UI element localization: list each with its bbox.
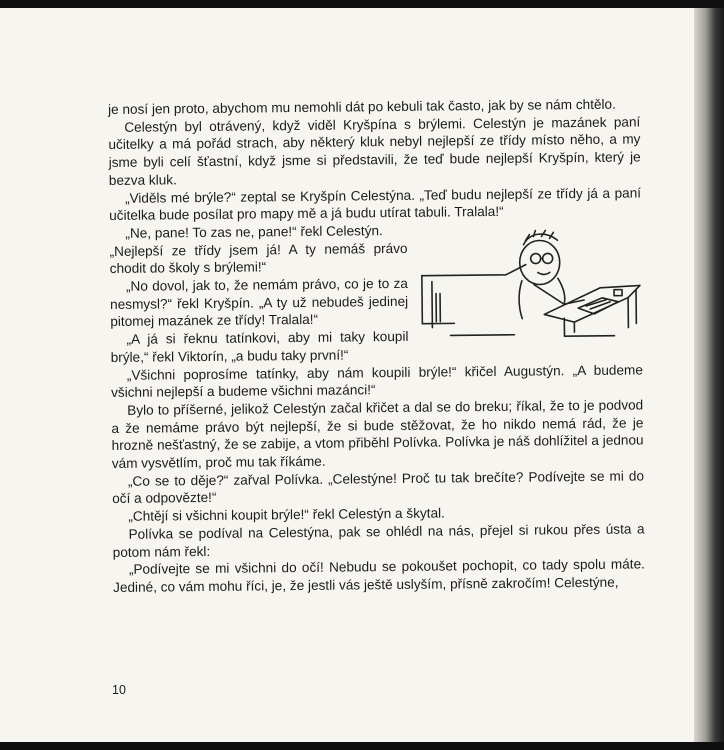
body-text: [108, 95, 645, 596]
paragraph: je nosí jen proto, abychom mu nemohli dát po kebuli tak často, jak by se nám chtělo.: [108, 96, 616, 117]
paragraph: Celestýn byl otrávený, když viděl Kryšpína s brýlemi. Celestýn je mazánek paní učitelky a má pořád strach, aby některý kluk nebyl nejlepší ze třídy místo něho, a my jsme byli celí šťastní, když jsme si představili, že teď bude nejlepší Kryšpín, který je bezva kluk.: [108, 114, 641, 188]
paragraph: Polívka se podíval na Celestýna, pak se ohlédl na nás, přejel si rukou přes ústa a potom nám řekl:: [112, 521, 645, 560]
paragraph: „Všichni poprosíme tatínky, aby nám koupili brýle!“ křičel Augustýn. „A budeme všichni nejlepší a budeme všichni mazánci!“: [110, 361, 643, 401]
book-gutter: [694, 8, 724, 742]
paragraph: „Podívejte se mi všichni do očí! Nebudu se pokoušet pochopit, co tady spolu máte. Jediné, co vám mohu říci, je, že jestli vás ještě uslyším, přísně zakročím! Celestýne,: [113, 556, 645, 595]
paragraph: „Viděls mé brýle?“ zeptal se Kryšpín Celestýna. „Teď budu nejlepší ze třídy já a paní učitelka bude posílat pro mapy mě a já budu utírat tabuli. Tralala!“: [109, 184, 642, 224]
paragraph: „Co se to děje?“ zařval Polívka. „Celestýne! Proč tu tak brečíte? Podívejte se mi do očí a odpovězte!“: [112, 468, 645, 507]
paragraph: „Nejlepší ze třídy jsem já! A ty nemáš právo chodit do školy s brýlemi!“: [109, 240, 408, 277]
bottom-scan-edge: [0, 742, 724, 750]
paragraph: Bylo to příšerné, jelikož Celestýn začal křičet a dal se do breku; říkal, že to je podvod a že nemáme právo být nejlepší, že si bude stěžovat, že ho nikdo nemá rád, že je hrozně nešťastný, že se zabije, a vtom přiběhl Polívka. Polívka je náš dohlížitel a jednou vám vysvětlím, proč mu tak říkáme.: [111, 397, 644, 472]
paragraph: „A já si řeknu tatínkovi, aby mi taky koupil brýle,“ řekl Viktorín, „a budu taky první!“: [110, 329, 409, 365]
paragraph: „Ne, pane! To zas ne, pane!“ řekl Celestýn.: [125, 223, 383, 241]
page-number: 10: [112, 683, 126, 697]
illustration-boy-at-desk: [413, 221, 646, 341]
top-scan-edge: [0, 0, 724, 8]
paragraph: „No dovol, jak to, že nemám právo, co je to za nesmysl?“ řekl Kryšpín. „A ty už nebudeš jedinej pitomej mazánek ze třídy! Tralala!“: [110, 275, 409, 330]
paragraph: „Chtějí si všichni koupit brýle!“ řekl Celestýn a škytal.: [128, 505, 445, 524]
